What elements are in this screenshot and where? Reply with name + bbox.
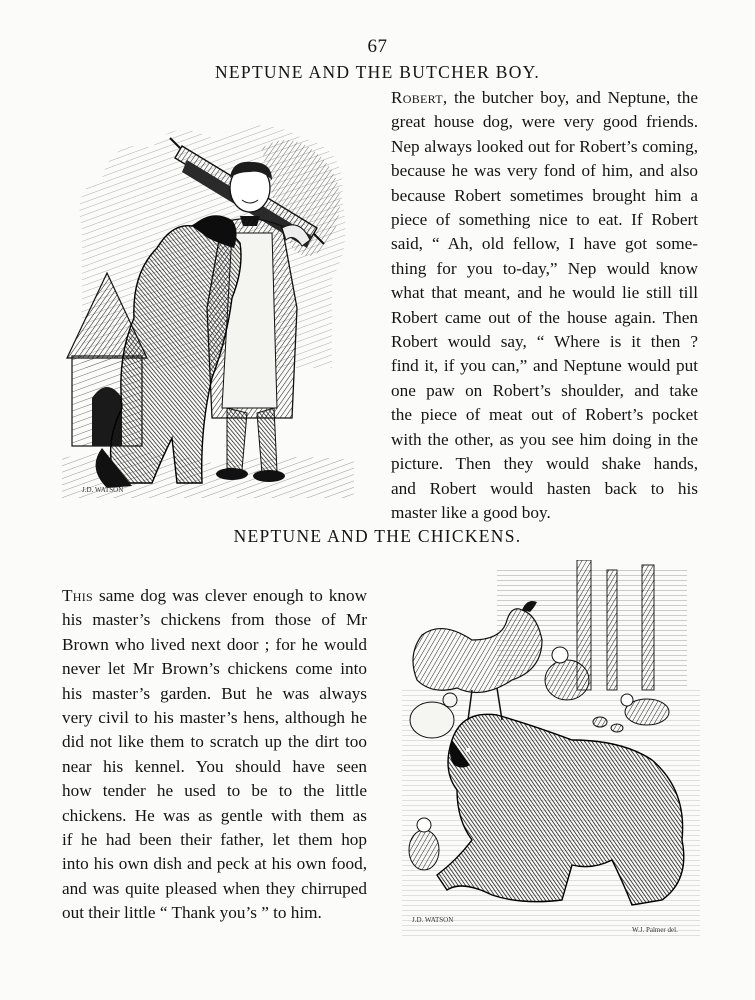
illustration-boy-and-dog <box>62 108 354 498</box>
text-line: near his kennel. You should have seen <box>62 756 367 776</box>
text-line: with the other, as you see him doing in the <box>391 429 698 449</box>
story-title-chickens: NEPTUNE AND THE CHICKENS. <box>233 526 522 546</box>
text-line: chickens. He was as gentle with them as <box>62 805 367 825</box>
text-line: Robert came out of the house again. Then <box>391 307 698 327</box>
lead-word: This <box>62 586 94 605</box>
story-text-chickens <box>62 584 367 926</box>
text-line: because he was very fond of him, and also <box>391 161 698 181</box>
text-line: out their little “ Thank you’s ” to him. <box>62 903 322 923</box>
text-line: This same dog was clever enough to know <box>62 586 367 605</box>
text-line: if he had been their father, let them hop <box>62 830 367 850</box>
text-line: very civil to his master’s hens, although he <box>62 708 367 728</box>
text-line: thing for you to-day,” Nep would know <box>391 258 698 278</box>
text-line: Robert would say, “ Where is it then ? <box>391 332 698 352</box>
text-line: his master’s chickens from those of Mr <box>62 610 367 630</box>
page-number: 67 <box>367 36 388 57</box>
text-line: what that meant, and he would lie still till <box>391 283 698 303</box>
story-title-butcher-boy: NEPTUNE AND THE BUTCHER BOY. <box>214 62 540 82</box>
text-line: master like a good boy. <box>391 502 551 522</box>
text-line: did not like them to scratch up the dirt too <box>62 732 367 752</box>
text-line: picture. Then they would shake hands, <box>391 454 698 474</box>
text-line: his master’s garden. But he was always <box>62 683 367 703</box>
text-line: Brown who lived next door ; for he would <box>62 634 367 654</box>
text-line: into his own dish and peck at his own food, <box>62 854 367 874</box>
text-line: find it, if you can,” and Neptune would put <box>391 356 698 376</box>
text-line: great house dog, were very good friends. <box>391 112 698 132</box>
text-line: said, “ Ah, old fellow, I have got some- <box>391 234 698 254</box>
text-line: how tender he used to be to the little <box>62 781 367 801</box>
illustration-signature-left: J.D. WATSON <box>412 916 454 924</box>
text-line: and Robert would hasten back to his <box>391 478 698 498</box>
text-line: piece of something nice to eat. If Robert <box>391 210 698 230</box>
text-line: Nep always looked out for Robert’s coming, <box>391 136 698 156</box>
text-line: the piece of meat out of Robert’s pocket <box>391 405 698 425</box>
illustration-signature-right: W.J. Palmer del. <box>632 926 678 934</box>
text-line: and was quite pleased when they chirruped <box>62 878 367 898</box>
text-line: because Robert sometimes brought him a <box>391 185 698 205</box>
story-text-butcher-boy <box>391 86 698 525</box>
text-line: Robert, the butcher boy, and Neptune, the <box>391 88 698 107</box>
illustration-signature: J.D. WATSON <box>82 486 124 494</box>
text-line: one paw on Robert’s shoulder, and take <box>391 380 698 400</box>
lead-word: Robert <box>391 88 443 107</box>
illustration-dog-and-chickens <box>402 560 700 938</box>
text-line: never let Mr Brown’s chickens come into <box>62 659 367 679</box>
